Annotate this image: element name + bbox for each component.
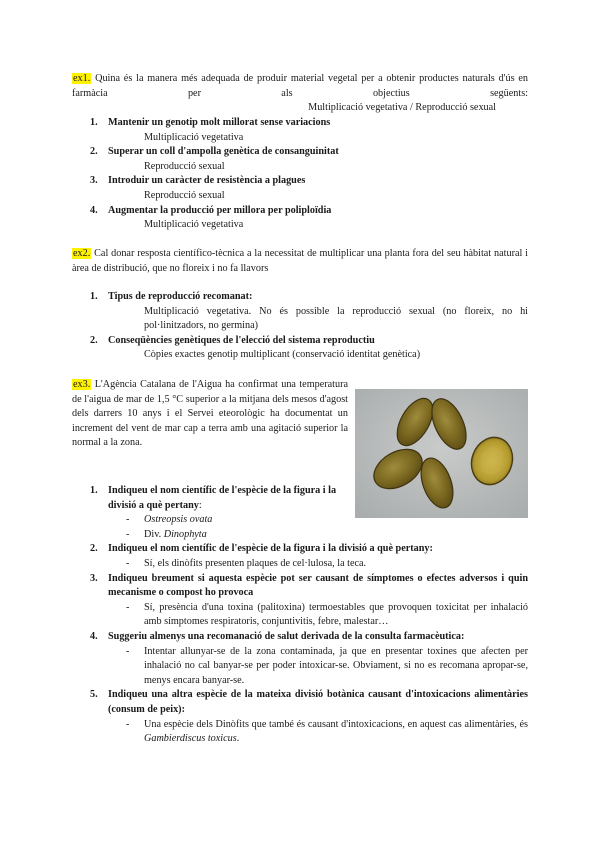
ex1-item-4	[72, 204, 528, 233]
question-text: Conseqüències genètiques de l'elecció del sistema reproductiu	[108, 334, 375, 346]
answer-text: Intentar allunyar-se de la zona contaminada, ja que en presentar toxines que afecten per inhalació no cal banyar-se per poder intoxicar-se. Obviament, si no es recomana apropar-se, menys encara banyar-se.	[144, 645, 528, 686]
question-text: Indiqueu el nom científic de l'espècie de la figura i la divisió a què pertany:	[108, 543, 433, 555]
answer-text: Multiplicació vegetativa. No és possible la reproducció sexual (no floreix, no hi pol·linitzadors, no germina)	[144, 305, 528, 332]
ex3-item-4: 4. Suggeriu almenys una recomanació de salut derivada de la consulta farmacèutica: - Intentar allunyar-se de la zona contaminada, ja que en presentar toxines que afecten per inhalació no cal banyar-se per poder intoxicar-se. Obviament, si no es recomana apropar-se, menys encara banyar-se.	[90, 630, 528, 686]
ex3-item-5: 5. Indiqueu una altra espècie de la mateixa divisió botànica causant d'intoxicacions alimentàries (consum de peix): - Una espècie dels Dinòfits que també és causant d'intoxicacions, en aquest cas alimentàries, és Gambierdiscus toxicus.	[90, 689, 528, 745]
ex3-list	[72, 484, 528, 747]
species-name: Ostreopsis ovata	[144, 514, 213, 526]
ex2-intro-text: Cal donar resposta científico-tècnica a la necessitat de multiplicar una planta fora del seu hàbitat natural i àrea de distribució, que no floreix i no fa llavors	[72, 248, 529, 274]
ex1-tag: ex1.	[73, 73, 91, 84]
question-text: Indiqueu una altra espècie de la mateixa divisió botànica causant d'intoxicacions alimentàries (consum de peix):	[108, 689, 528, 715]
item-number: 4.	[90, 630, 98, 642]
ex1-legend: Multiplicació vegetativa / Reproducció sexual	[308, 102, 496, 113]
answer-end: .	[236, 733, 240, 745]
ex1-item-2	[72, 145, 528, 174]
item-number: 1.	[90, 485, 98, 496]
ex3-tag: ex3.	[73, 379, 91, 390]
ex2-item-2	[72, 334, 528, 363]
answer-text: Reproducció sexual	[144, 189, 225, 201]
answer-text: Còpies exactes genotip multiplicant (conservació identitat genètica)	[144, 349, 421, 361]
item-number: 3.	[90, 572, 98, 584]
ex3-item-3: 3. Indiqueu breument si aquesta espècie pot ser causant de símptomes o efectes adversos i quin mecanisme o compost ho provoca - Sí, presència d'una toxina (palitoxina) termoestables que provoquen toxicitat per inhalació amb símptomes respiratoris, conjuntivitis, febre, malestar…	[90, 572, 528, 628]
division-label: Div.	[144, 528, 164, 540]
question-text: Introduir un caràcter de resistència a plagues	[108, 175, 306, 187]
question-text: Suggeriu almenys una recomanació de salut derivada de la consulta farmacèutica:	[108, 630, 465, 642]
species-name: Gambierdiscus toxicus	[144, 733, 237, 745]
ex3-item-2: 2. Indiqueu el nom científic de l'espècie de la figura i la divisió a què pertany: - Sí, els dinòfits presenten plaques de cel·lulosa, la teca.	[90, 543, 433, 569]
ex1-list	[72, 116, 528, 233]
ex1-intro	[72, 72, 528, 101]
item-number: 2.	[90, 543, 98, 555]
question-text: Mantenir un genotip molt millorat sense variacions	[108, 117, 331, 128]
item-number: 2.	[90, 146, 98, 158]
item-number: 5.	[90, 689, 98, 701]
answer-text: Sí, els dinòfits presenten plaques de cel·lulosa, la teca.	[144, 557, 367, 569]
answer-text: Una espècie dels Dinòfits que també és causant d'intoxicacions, en aquest cas alimentàries, és	[144, 718, 528, 730]
question-colon: :	[198, 499, 202, 511]
item-number: 1.	[90, 291, 98, 302]
division-name: Dinophyta	[163, 528, 207, 540]
item-number: 2.	[90, 334, 98, 346]
question-text: Tipus de reproducció recomanat:	[108, 291, 253, 302]
answer-text: Reproducció sexual	[144, 160, 225, 172]
ex2-item-1	[72, 290, 528, 334]
item-number: 4.	[90, 204, 98, 216]
item-number: 1.	[90, 117, 98, 128]
question-text: Indiqueu breument si aquesta espècie pot ser causant de símptomes o efectes adversos i quin mecanisme o compost ho provoca	[108, 572, 528, 599]
ex3-intro-text: L'Agència Catalana de l'Aigua ha confirmat una temperatura de l'aigua de mar de 1,5 °C superior a la mitjana dels mesos d'agost dels darrers 10 anys i el Servei eteorològic ha documentat un increment del vent de mar cap a terra amb una agitació superior la normal a la zona.	[72, 379, 348, 449]
ex1-intro-text: Quina és la manera més adequada de produir material vegetal per a obtenir productes naturals d'ús en farmàcia per als objectius següents:	[72, 73, 529, 99]
answer-text: Sí, presència d'una toxina (palitoxina) termoestables que provoquen toxicitat per inhalació amb símptomes respiratoris, conjuntivitis, febre, malestar…	[144, 601, 528, 628]
ex1-item-1	[72, 116, 528, 145]
ex2-intro	[72, 247, 528, 276]
ex3-intro	[72, 378, 348, 451]
question-text: Superar un coll d'ampolla genètica de consanguinitat	[108, 146, 339, 158]
question-text: Indiqueu el nom científic de l'espècie de la figura i la divisió a què pertany	[108, 485, 337, 511]
item-number: 3.	[90, 175, 98, 187]
ex1-item-3	[72, 174, 528, 203]
question-text: Augmentar la producció per millora per poliploïdia	[108, 204, 332, 216]
answer-text: Multiplicació vegetativa	[144, 219, 244, 231]
ex2-tag: ex2.	[73, 248, 91, 259]
ex2-list	[72, 290, 528, 363]
answer-text: Multiplicació vegetativa	[144, 131, 244, 143]
ex3-item-1: 1. Indiqueu el nom científic de l'espècie de la figura i la divisió a què pertany: - Ostreopsis ovata - Div. Dinophyta	[90, 485, 337, 540]
